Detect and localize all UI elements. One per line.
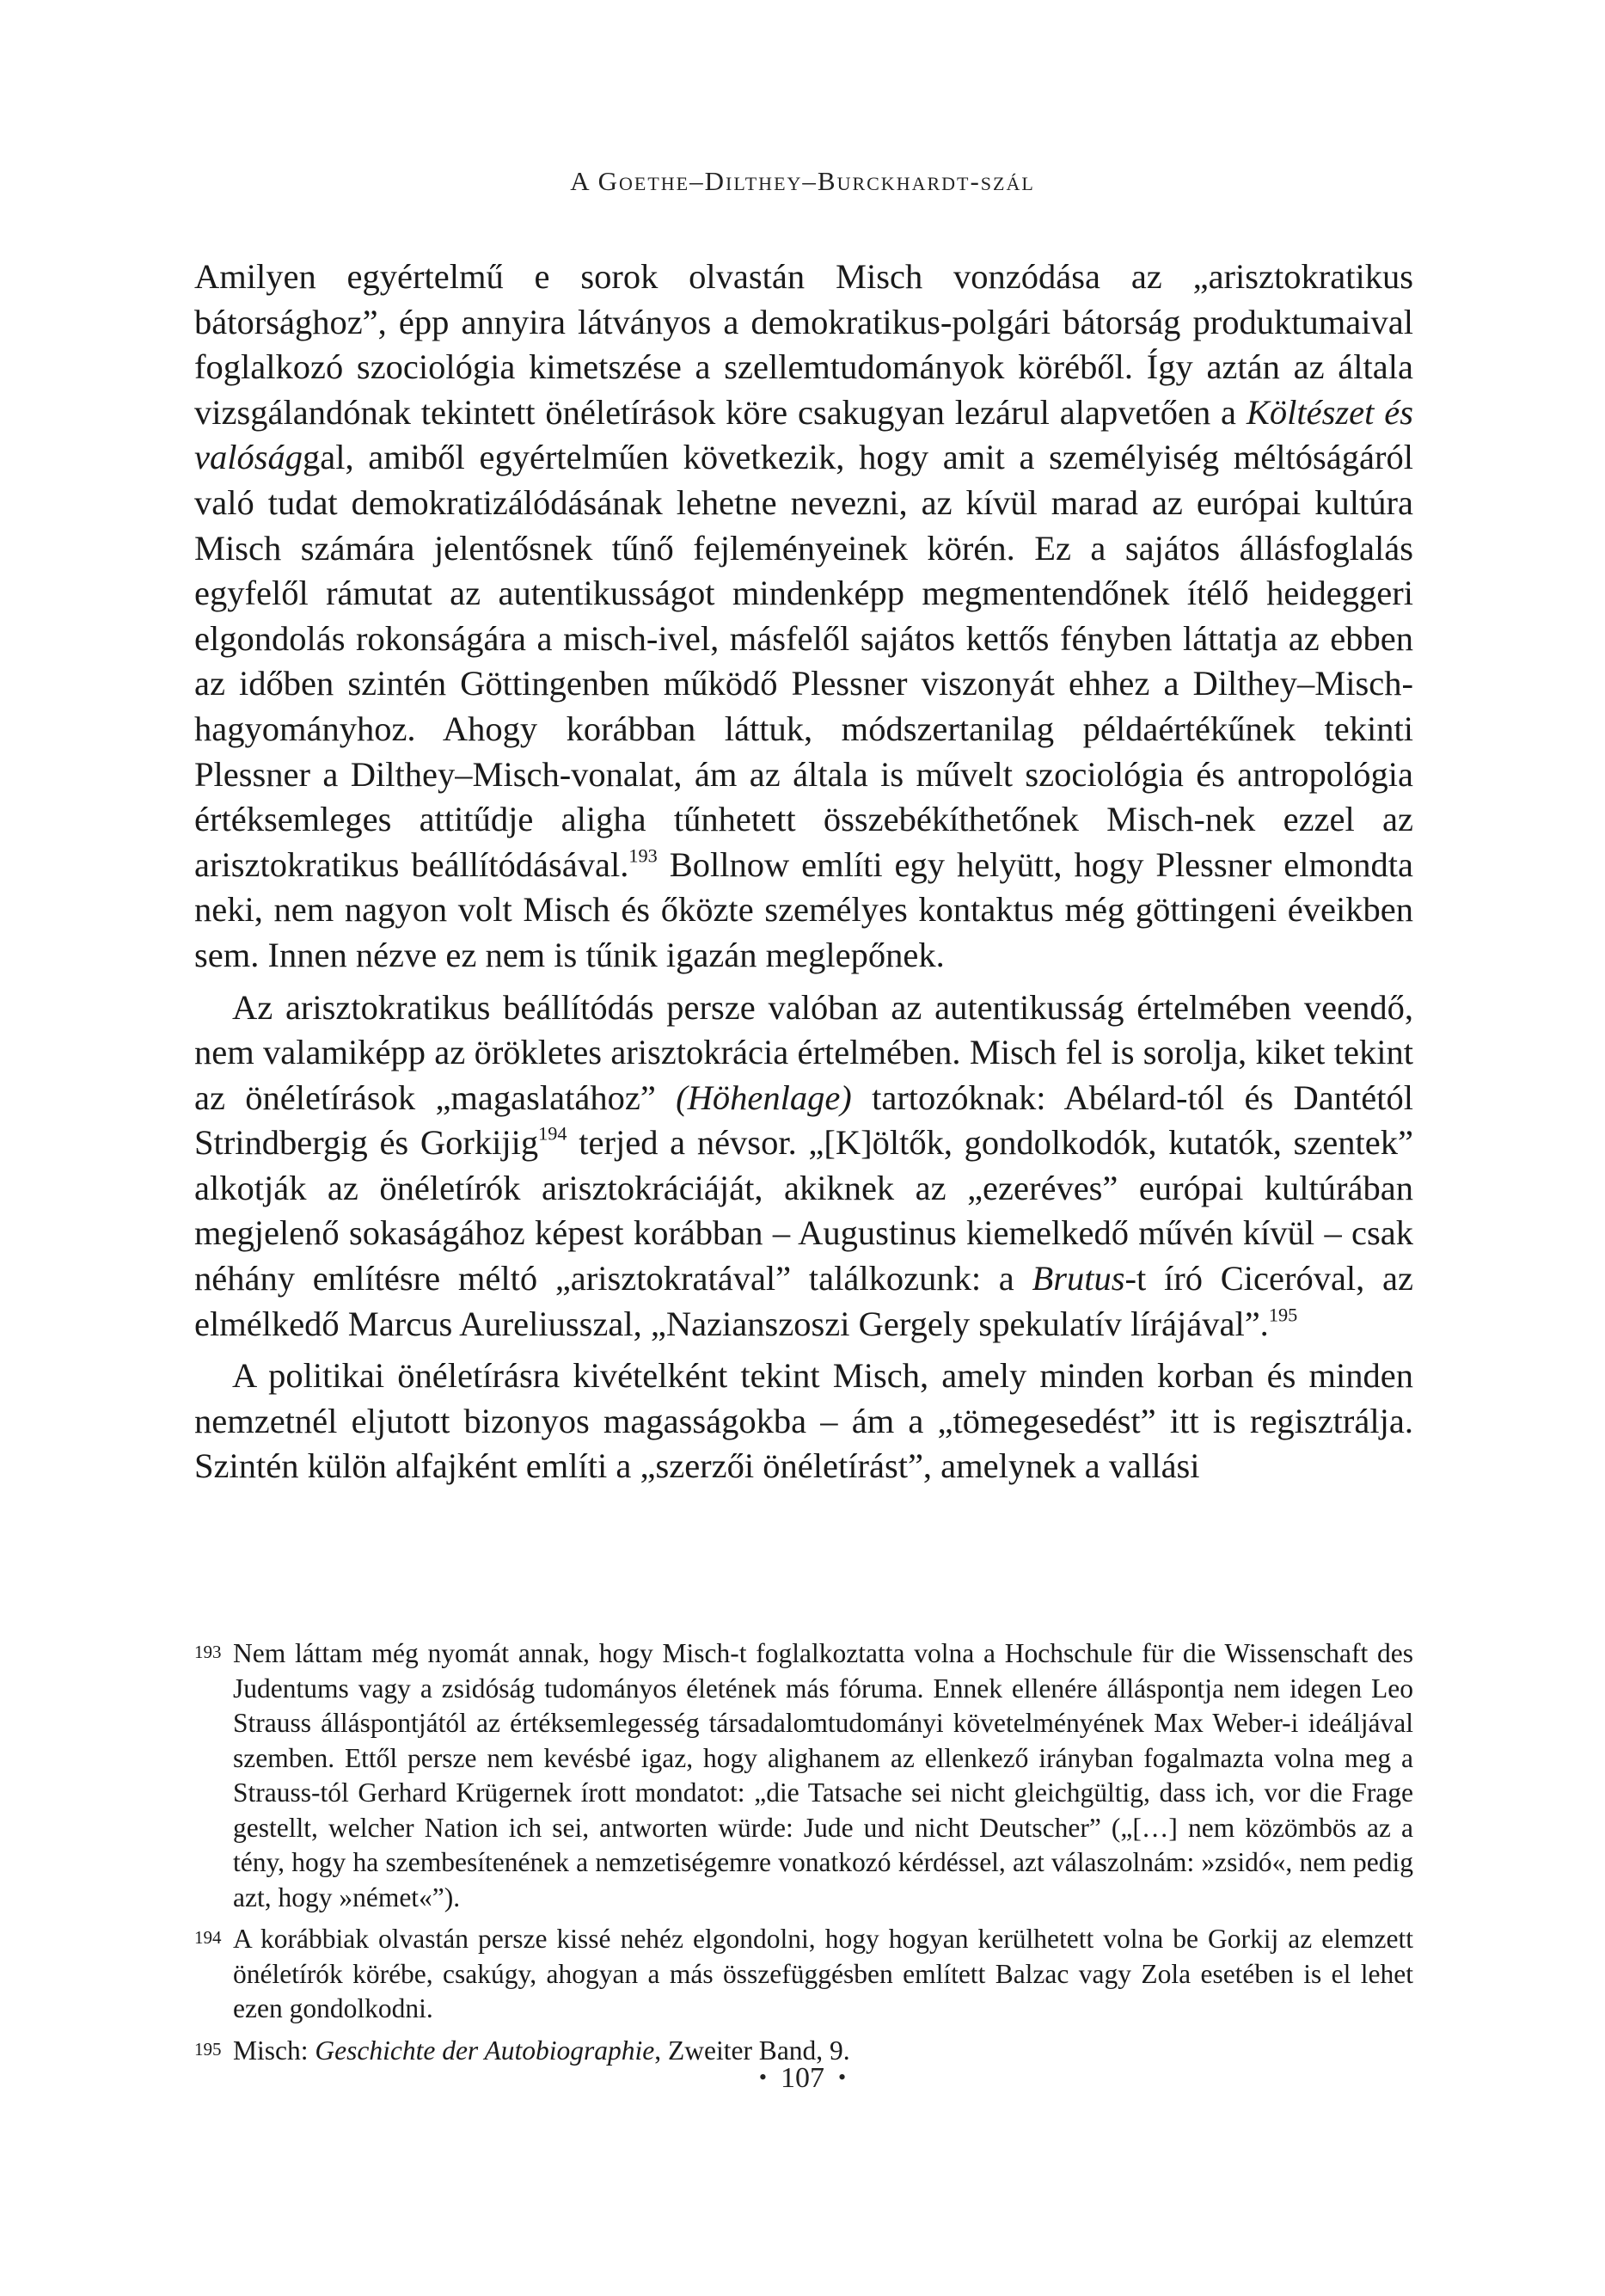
text-run: Bollnow említi egy helyütt, hogy Plessner elmondta neki, nem nagyon volt Misch és őközte személyes kontaktus még göttingeni éveikben sem. Innen nézve ez nem is tűnik igazán meglepőnek. xyxy=(194,844,1414,974)
page-number-line xyxy=(0,2062,1605,2095)
footnote-reference: 194 xyxy=(538,1122,567,1145)
italic-text-run: Költészet és valóság xyxy=(194,392,1413,477)
paragraph xyxy=(194,985,1413,1348)
italic-text-run: (Höhenlage) xyxy=(676,1077,852,1117)
text-run: A politikai önéletírásra kivételként tekint Misch, amely minden korban és minden nemzetnél eljutott bizonyos magasságokba – ám a „tömegesedést” itt is regisztrálja. Szintén külön alfajként említi a „szerzői önéletírást”, amelynek a vallási xyxy=(194,1356,1413,1486)
text-run: Amilyen egyértelmű e sorok olvastán Misch vonzódása az „arisztokratikus bátorsághoz”, épp annyira látványos a demokratikus-polgári bátorság produktumaival foglalkozó szociológia kimetszése a szellemtudományok köréből. Így aztán az általa vizsgálandónak tekintett önéletírások köre csakugyan lezárul alapvetően a xyxy=(194,257,1413,432)
page-number-ornament-left: • xyxy=(758,2065,767,2090)
text-run: gal, amiből egyértelműen következik, hogy amit a személyiség méltóságáról való tudat demokratizálódásának lehetne nevezni, az kívül marad az európai kultúra Misch számára jelentősnek tűnő fejleményeinek körén. Ez a sajátos állásfoglalás egyfelől rámutat az autentikusságot mindenképp megmentendőnek ítélő heideggeri elgondolás rokonságára a misch-ivel, másfelől sajátos kettős fényben láttatja az ebben az időben szintén Göttingenben működő Plessner viszonyát ehhez a Dilthey–Misch-hagyományhoz. Ahogy korábban láttuk, módszertanilag példaértékűnek tekinti Plessner a Dilthey–Misch-vonalat, ám az általa is művelt szociológia és antropológia értéksemleges attitűdje aligha tűnhetett összebékíthetőnek Misch-nek ezzel az arisztokratikus beállítódásával. xyxy=(194,438,1413,884)
page-number-ornament-right: • xyxy=(838,2065,847,2090)
italic-text-run: Geschichte der Autobiographie xyxy=(315,2035,655,2066)
footnote xyxy=(194,1636,1413,1915)
footnote-reference: 193 xyxy=(628,844,658,867)
paragraph xyxy=(194,1354,1413,1489)
footnote-number: 193 xyxy=(194,1642,222,1662)
text-run: A korábbiak olvastán persze kissé nehéz elgondolni, hogy hogyan kerülhetett volna be Gorkij az elemzett önéletírók körébe, csakúgy, ahogyan a más összefüggésben említett Balzac vagy Zola esetében is el lehet ezen gondolkodni. xyxy=(233,1924,1413,2023)
text-run: , Zweiter Band, 9. xyxy=(654,2035,850,2066)
paragraph xyxy=(194,255,1413,979)
footnotes xyxy=(194,1636,1413,2075)
footnote xyxy=(194,1922,1413,2027)
text-run: terjed a névsor. „[K]öltők, gondolkodók, kutatók, szentek” alkotják az önéletírók arisztokráciáját, akiknek az „ezeréves” európai kultúrában megjelenő sokaságához képest korábban – Augustinus kiemelkedő művén kívül – csak néhány említésre méltó „arisztokratával” találkozunk: a xyxy=(194,1123,1413,1298)
footnote-reference: 195 xyxy=(1268,1303,1298,1325)
page-number: 107 xyxy=(781,2062,824,2094)
footnote-number: 195 xyxy=(194,2038,222,2060)
text-run: Az arisztokratikus beállítódás persze valóban az autentikusság értelmében veendő, nem valamiképp az örökletes arisztokrácia értelmében. Misch fel is sorolja, kiket tekint az önéletírások „magaslatához” xyxy=(194,987,1413,1117)
text-run: -t író Ciceróval, az elmélkedő Marcus Aureliusszal, „Nazianszoszi Gergely spekulatív lírájával”. xyxy=(194,1259,1413,1343)
text-run: tartozóknak: Abélard-tól és Dantétól Strindbergig és Gorkijig xyxy=(194,1077,1414,1163)
italic-text-run: Brutus xyxy=(1032,1259,1125,1298)
body-text xyxy=(194,255,1413,1489)
footnote-number: 194 xyxy=(194,1927,222,1948)
text-run: Misch: xyxy=(233,2035,315,2066)
text-run: Nem láttam még nyomát annak, hogy Misch-t foglalkoztatta volna a Hochschule für die Wissenschaft des Judentums vagy a zsidóság tudományos életének más fóruma. Ennek ellenére álláspontja nem idegen Leo Strauss álláspontjától az értéksemlegesség társadalomtudományi követelményének Max Weber-i ideáljával szemben. Ettől persze nem kevésbé igaz, hogy alighanem az ellenkező irányban fogalmazta volna meg a Strauss-tól Gerhard Krügernek írott mondatot: „die Tatsache sei nicht gleichgültig, dass ich, vor die Frage gestellt, welcher Nation ich sei, antworten würde: Jude und nicht Deutscher” („[…] nem közömbös az a tény, hogy ha szembesítenének a nemzetiségemre vonatkozó kérdéssel, azt válaszolnám: »zsidó«, nem pedig azt, hogy »német«”). xyxy=(233,1638,1413,1912)
running-head: A Goethe–Dilthey–Burckhardt-szál xyxy=(570,166,1035,196)
